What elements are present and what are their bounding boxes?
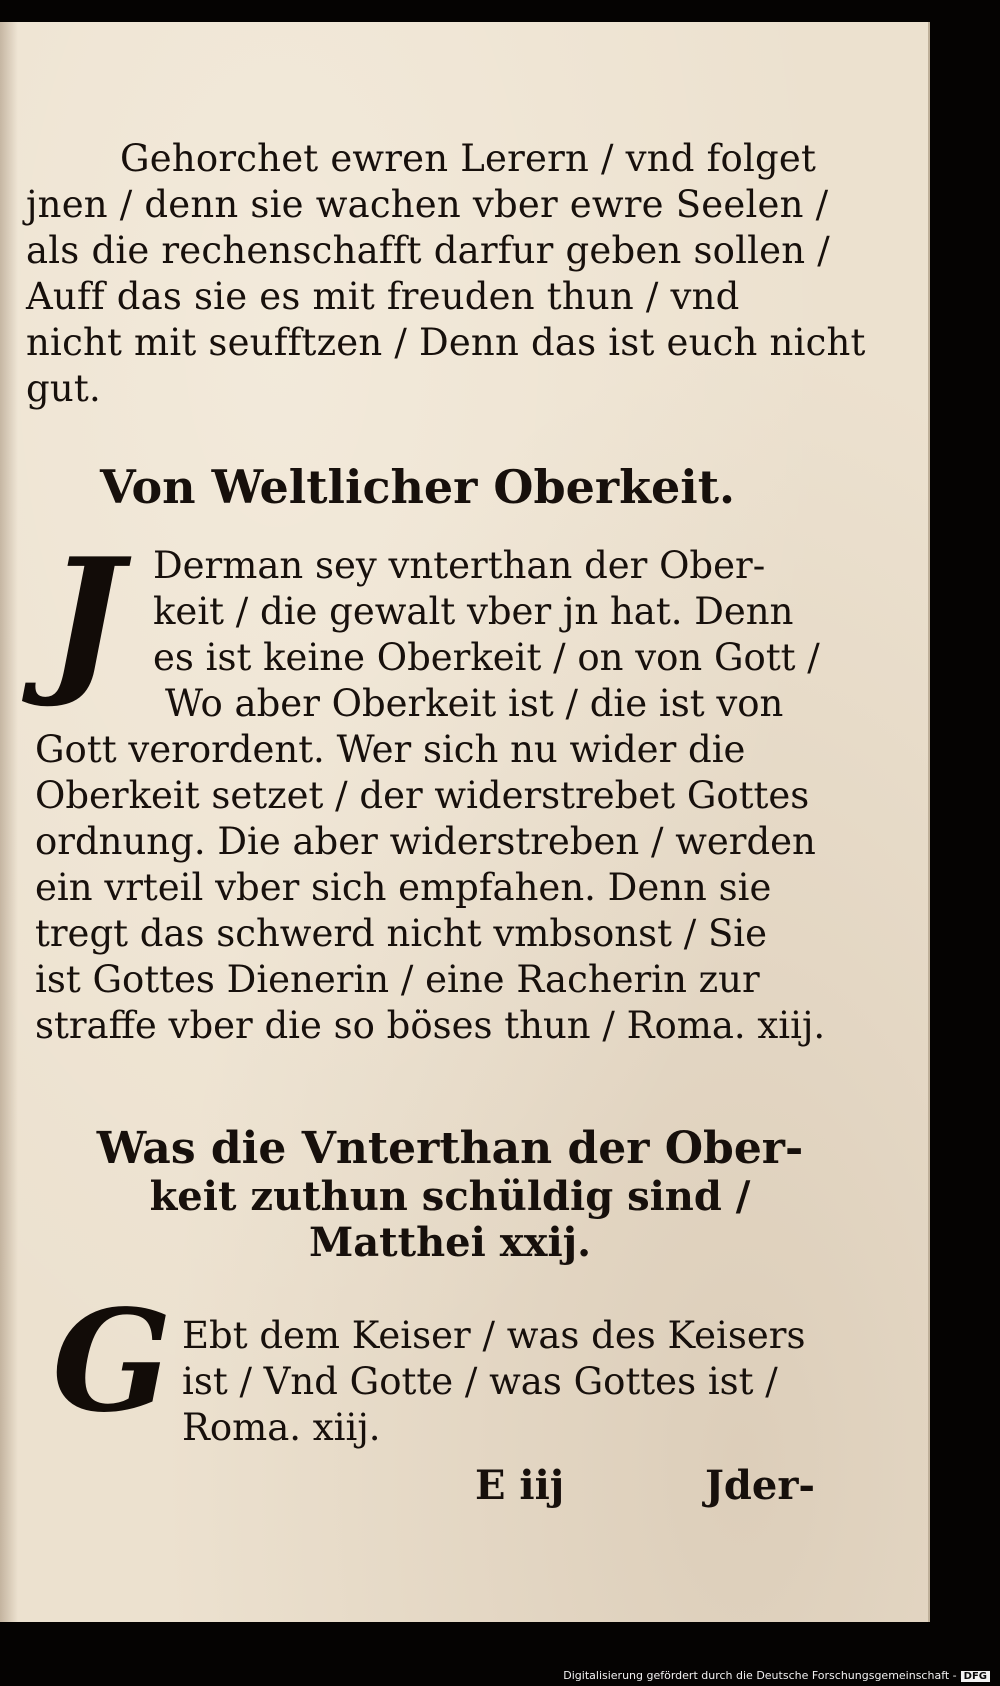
text-line: Auff das sie es mit freuden thun / vnd xyxy=(26,275,740,318)
heading-line: keit zuthun schüldig sind / xyxy=(149,1173,751,1220)
page-gutter-shadow xyxy=(0,22,18,1622)
text-line: gut. xyxy=(26,367,101,410)
text-line: keit / die gewalt vber jn hat. Denn xyxy=(153,590,794,633)
text-line: straffe vber die so böses thun / Roma. xiij. xyxy=(35,1004,826,1047)
catchword: Jder- xyxy=(705,1462,816,1509)
text-line: Gehorchet ewren Lerern / vnd folget xyxy=(120,137,817,180)
text-line: Wo aber Oberkeit ist / die ist von xyxy=(165,682,784,725)
paragraph-authority xyxy=(35,544,826,1053)
digitization-credit xyxy=(563,1669,990,1682)
text-line: jnen / denn sie wachen vber ewre Seelen / xyxy=(26,183,829,226)
text-line: Oberkeit setzet / der widerstrebet Gottes xyxy=(35,774,810,817)
text-line: nicht mit seufftzen / Denn das ist euch nicht xyxy=(26,321,866,364)
text-line: ordnung. Die aber widerstreben / werden xyxy=(35,820,816,863)
heading-line: Matthei xxij. xyxy=(308,1219,592,1266)
section-heading-subjects xyxy=(70,1123,830,1269)
signature-mark: E iij xyxy=(475,1462,565,1509)
paragraph-obey-teachers xyxy=(26,137,866,416)
decorated-initial-g: G xyxy=(52,1280,172,1444)
text-line: Roma. xiij. xyxy=(182,1406,381,1449)
text-line: tregt das schwerd nicht vmbsonst / Sie xyxy=(35,912,768,955)
credit-text: Digitalisierung gefördert durch die Deutsche Forschungsgemeinschaft - xyxy=(563,1669,957,1682)
text-line: Ebt dem Keiser / was des Keisers xyxy=(182,1314,806,1357)
book-page xyxy=(0,22,930,1622)
text-line: Derman sey vnterthan der Ober- xyxy=(153,544,766,587)
text-line: ein vrteil vber sich empfahen. Denn sie xyxy=(35,866,772,909)
paragraph-render-unto-caesar xyxy=(182,1314,822,1455)
text-line: es ist keine Oberkeit / on von Gott / xyxy=(153,636,820,679)
decorated-initial-j: J xyxy=(47,523,123,711)
heading-line: Was die Vnterthan der Ober- xyxy=(96,1123,804,1174)
text-line: ist Gottes Dienerin / eine Racherin zur xyxy=(35,958,760,1001)
text-line: Gott verordent. Wer sich nu wider die xyxy=(35,728,746,771)
section-heading-authority: Von Weltlicher Oberkeit. xyxy=(100,460,736,514)
text-line: als die rechenschafft darfur geben sollen / xyxy=(26,229,830,272)
text-line: ist / Vnd Gotte / was Gottes ist / xyxy=(182,1360,778,1403)
dfg-logo: DFG xyxy=(961,1671,990,1682)
